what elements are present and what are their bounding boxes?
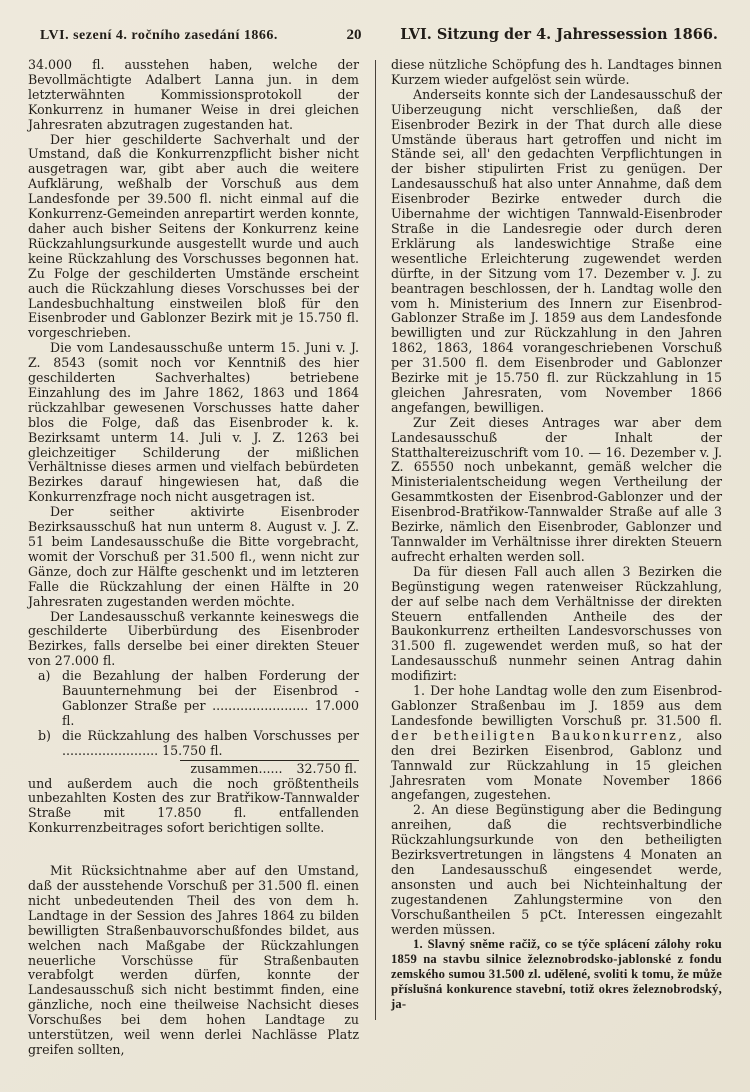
sum-label: zusammen......: [190, 760, 283, 776]
motion-text: also den drei Bezirken Eisenbrod, Gablonz und Tannwald zur Rückzahlung in 15 gleichen Jahresraten vom Monate November 1866 angefangen, zugestehen.: [391, 727, 722, 803]
paragraph: Zur Zeit dieses Antrages war aber dem Landesausschuß der Inhalt der Statthaltereizuschrift vom 10. — 16. Dezember v. J. Z. 65550 noch unbekannt, gemäß welcher die Ministerialentscheidung wegen Vertheilung der Gesammtkosten der Eisenbrod-Gablonzer und der Eisenbrod-Bratřikow-Tannwalder Straße auf alle 3 Bezirke, nämlich den Eisenbroder, Gablonzer und Tannwalder im Verhältnisse ihrer direkten Steuern aufrecht erhalten werden soll.: [391, 414, 722, 564]
column-divider-rule: [375, 60, 376, 1020]
paragraph: Der hier geschilderte Sachverhalt und der Umstand, daß die Konkurrenzpflicht bisher nicht ausgetragen war, gibt aber auch die weitere Aufklärung, weßhalb der Vorschuß aus dem Landesfonde per 39.500 fl. nicht einmal auf die Konkurrenz-Gemeinden anrepartirt werden konnte, daher auch bisher Seitens der Konkurrenz keine Rückzahlungsurkunde ausgestellt wurde und auch keine Rückzahlung des Vorschusses begonnen hat. Zu Folge der geschilderten Umstände erscheint auch die Rückzahlung dieses Vorschusses bei der Landesbuchhaltung einstweilen bloß für den Eisenbroder und Gablonzer Bezirk mit je 15.750 fl. vorgeschrieben.: [28, 131, 359, 341]
motion-text-emphasized: der betheiligten Baukonkurrenz,: [391, 727, 685, 743]
paragraph: Der seither aktivirte Eisenbroder Bezirksausschuß hat nun unterm 8. August v. J. Z. 51 beim Landesausschuße die Bitte vorgebracht, womit der Vorschuß per 31.500 fl., wenn nicht zur Gänze, doch zur Hälfte geschenkt und im letzteren Falle die Rückzahlung der einen Hälfte in 20 Jahresraten zugestanden werden möchte.: [28, 504, 359, 609]
paragraph: Der Landesausschuß verkannte keineswegs die geschilderte Uiberbürdung des Eisenbroder Bezirkes, falls derselbe bei einer direkten Steuer von 27.000 fl.: [28, 608, 359, 669]
right-column: [391, 58, 722, 1058]
motion-text: 1. Der hohe Landtag wolle den zum Eisenbrod-Gablonzer Straßenbau im J. 1859 aus dem Landesfonde bewilligten Vorschuß pr. 31.500 fl.: [391, 683, 722, 728]
list-item-text: die Bezahlung der halben Forderung der Bauunternehmung bei der Eisenbrod - Gablonzer Straße per ........................ 17.000 fl.: [62, 668, 359, 728]
page-number: 20: [346, 27, 362, 43]
paragraph-czech: 1. Slavný sněme račiž, co se týče splácení zálohy roku 1859 na stavbu silnice železnobrodsko-jablonské z fondu zemského sumou 31.500 zl. udělené, svoliti k tomu, že může příslušná konkurence stavební, totiž okres železnobrodský, ja-: [391, 937, 722, 1012]
list-marker: b): [38, 727, 51, 743]
page-header: [28, 26, 722, 44]
list-item-b: [28, 729, 359, 759]
sum-row: [28, 762, 359, 777]
left-column: [28, 58, 359, 1058]
paragraph: Die vom Landesausschuße unterm 15. Juni v. J. Z. 8543 (somit noch vor Kenntniß des hier geschilderten Sachverhaltes) betriebene Einzahlung des im Jahre 1862, 1863 und 1864 rückzahlbar gewesenen Vorschusses hatte daher blos die Folge, daß das Eisenbroder k. k. Bezirksamt unterm 14. Juli v. J. Z. 1263 bei gleichzeitiger Schilderung der mißlichen Verhältnisse dieses armen und vielfach bebürdeten Bezirkes darauf hingewiesen hat, daß die Konkurrenzfrage noch nicht ausgetragen ist.: [28, 340, 359, 505]
paragraph: 34.000 fl. ausstehen haben, welche der Bevollmächtigte Adalbert Lanna jun. in dem letzterwähnten Kommissionsprotokoll der Konkurrenz in humaner Weise in drei gleichen Jahresraten abzutragen zugestanden hat.: [28, 57, 359, 132]
list-item-a: [28, 669, 359, 729]
paragraph: diese nützliche Schöpfung des h. Landtages binnen Kurzem wieder aufgelöst sein würde.: [391, 57, 722, 87]
paragraph-motion-1: [391, 684, 722, 803]
paragraph: Da für diesen Fall auch allen 3 Bezirken die Begünstigung wegen ratenweiser Rückzahlung, der auf selbe nach dem Verhältnisse der direkten Steuern entfallenden Antheile des der Baukonkurrenz ertheilten Landesvorschusses von 31.500 fl. zugewendet werden muß, so hat der Landesausschuß nunmehr seinen Antrag dahin modifizirt:: [391, 563, 722, 684]
list-marker: a): [38, 668, 51, 684]
header-left-title: LVI. sezení 4. ročního zasedání 1866.: [40, 28, 278, 43]
list-item-text: die Rückzahlung des halben Vorschusses per ........................ 15.750 fl.: [62, 727, 359, 758]
paragraph: Anderseits konnte sich der Landesausschuß der Uiberzeugung nicht verschließen, daß der Eisenbroder Bezirk in der That durch alle diese Umstände überaus hart getroffen und nicht im Stände sei, all' den gedachten Verpflichtungen in der bisher stipulirten Frist zu genügen. Der Landesausschuß hat also unter Annahme, daß dem Eisenbroder Bezirke entweder durch die Uibernahme der wichtigen Tannwald-Eisenbroder Straße in die Landesregie oder durch deren Erklärung als landeswichtige Straße eine wesentliche Erleichterung zugewendet werden dürfte, in der Sitzung vom 17. Dezember v. J. zu beantragen beschlossen, der h. Landtag wolle den vom h. Ministerium des Innern zur Eisenbrod-Gablonzer Straße im J. 1859 aus dem Landesfonde bewilligten und zur Rückzahlung in den Jahren 1862, 1863, 1864 vorangeschriebenen Vorschuß per 31.500 fl. dem Eisenbroder und Gablonzer Bezirke mit je 15.750 fl. zur Rückzahlung in 15 gleichen Jahresraten, vom November 1866 angefangen, bewilligen.: [391, 86, 722, 415]
paragraph-motion-2: 2. An diese Begünstigung aber die Bedingung anreihen, daß die rechtsverbindliche Rückzahlungsurkunde von den betheiligten Bezirksvertretungen in längstens 4 Monaten an den Landesausschuß eingesendet werde, ansonsten und auch bei Nichteinhaltung der zugestandenen Zahlungstermine von den Vorschußantheilen 5 pCt. Interessen eingezahlt werden müssen.: [391, 802, 722, 937]
paragraph: und außerdem auch die noch größtentheils unbezahlten Kosten des zur Bratřikow-Tannwalder Straße mit 17.850 fl. entfallenden Konkurrenzbeitrages sofort berichtigen sollte.: [28, 775, 359, 836]
paragraph: Mit Rücksichtnahme aber auf den Umstand, daß der ausstehende Vorschuß per 31.500 fl. einen nicht unbedeutenden Theil des von dem h. Landtage in der Session des Jahres 1864 zu bilden bewilligten Straßenbauvorschußfondes bildet, aus welchen nach Maßgabe der Rückzahlungen neuerliche Vorschüsse für Straßenbauten verabfolgt werden dürfen, konnte der Landesausschuß sich nicht bestimmt finden, eine gänzliche, noch eine theilweise Nachsicht dieses Vorschußes bei dem hohen Landtage zu unterstützen, weil wenn derlei Nachlässe Platz greifen sollten,: [28, 863, 359, 1057]
sum-amount: 32.750 fl.: [296, 760, 357, 776]
text-columns: [28, 58, 722, 1058]
header-right-title: LVI. Sitzung der 4. Jahressession 1866.: [400, 26, 718, 43]
